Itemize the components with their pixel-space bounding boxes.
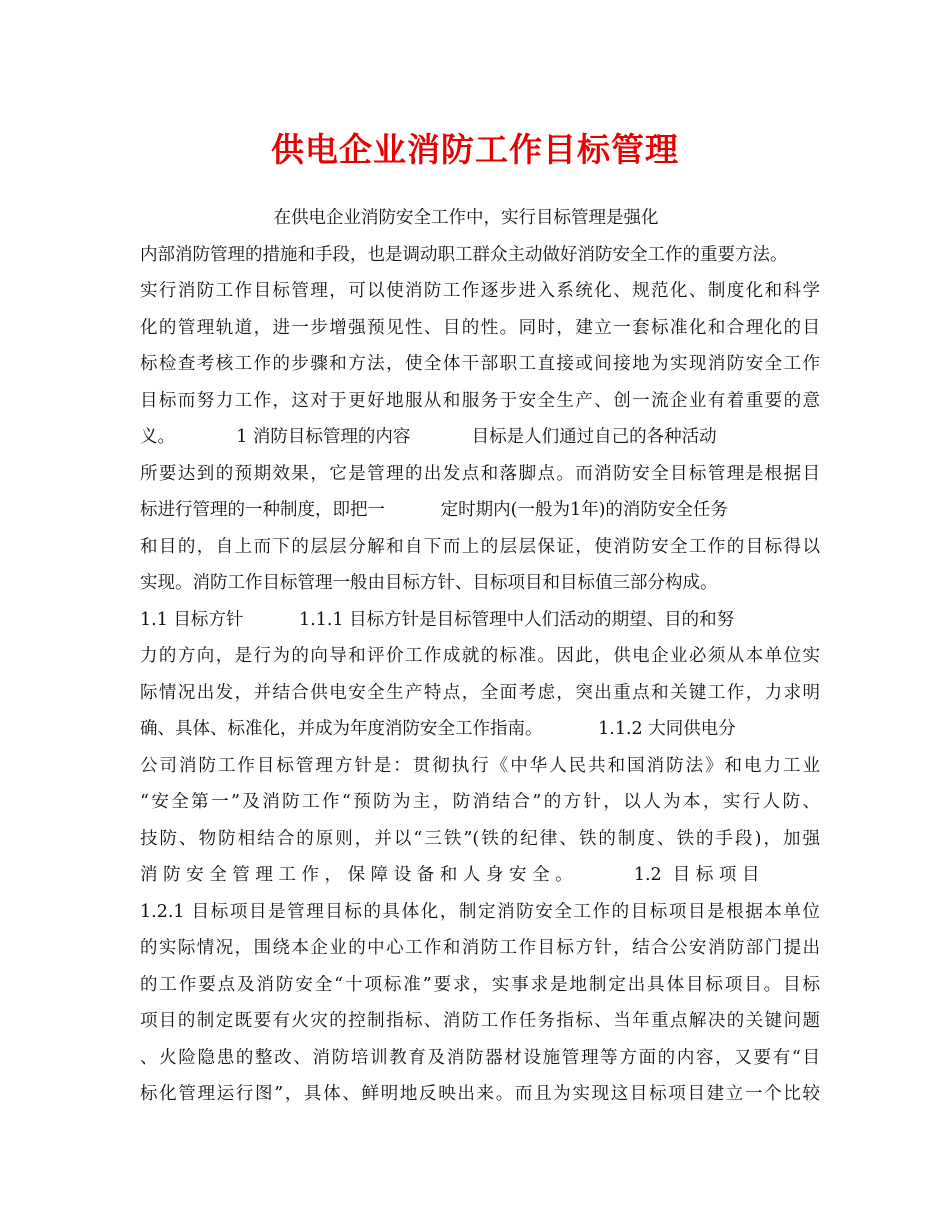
body-line: 1.1 目标方针 1.1.1 目标方针是目标管理中人们活动的期望、目的和努	[140, 609, 735, 630]
body-line: 、火险隐患的整改、消防培训教育及消防器材设施管理等方面的内容，又要有“目	[140, 1047, 820, 1068]
body-line: 际情况出发，并结合供电安全生产特点，全面考虑，突出重点和关键工作，力求明	[140, 682, 820, 703]
body-line: 和目的，自上而下的层层分解和自下而上的层层保证，使消防安全工作的目标得以	[140, 536, 820, 557]
body-line: 内部消防管理的措施和手段，也是调动职工群众主动做好消防安全工作的重要方法。	[140, 244, 788, 265]
body-line: “安全第一”及消防工作“预防为主，防消结合”的方针，以人为本，实行人防、	[140, 792, 820, 812]
body-line: 在供电企业消防安全工作中，实行目标管理是强化	[140, 208, 659, 228]
body-line: 所要达到的预期效果，它是管理的出发点和落脚点。而消防安全目标管理是根据目	[140, 463, 820, 484]
document-title: 供电企业消防工作目标管理	[271, 130, 679, 169]
document-body	[140, 200, 820, 1113]
body-line: 技防、物防相结合的原则，并以“三铁”(铁的纪律、铁的制度、铁的手段)，加强	[140, 828, 820, 849]
body-line: 的实际情况，围绕本企业的中心工作和消防工作目标方针，结合公安消防部门提出	[140, 938, 820, 958]
body-line: 确、具体、标准化，并成为年度消防安全工作指南。 1.1.2 大同供电分	[140, 719, 736, 739]
body-line: 实行消防工作目标管理，可以使消防工作逐步进入系统化、规范化、制度化和科学	[140, 281, 820, 301]
body-line: 标进行管理的一种制度，即把一 定时期内(一般为1年)的消防安全任务	[140, 500, 728, 520]
body-line: 标化管理运行图”，具体、鲜明地反映出来。而且为实现这目标项目建立一个比较	[140, 1084, 820, 1104]
body-line: 项目的制定既要有火灾的控制指标、消防工作任务指标、当年重点解决的关键问题	[140, 1011, 820, 1031]
body-line: 消 防 安 全 管 理 工 作 ， 保 障 设 备 和 人 身 安 全 。 1.2 目 标 项 目	[140, 865, 760, 885]
body-line: 的工作要点及消防安全“十项标准”要求，实事求是地制定出具体目标项目。目标	[140, 974, 820, 995]
body-line: 目标而努力工作，这对于更好地服从和服务于安全生产、创一流企业有着重要的意	[140, 390, 820, 411]
body-line: 实现。消防工作目标管理一般由目标方针、目标项目和目标值三部分构成。	[140, 573, 718, 593]
body-line: 义。 1 消防目标管理的内容 目标是人们通过自己的各种活动	[140, 427, 717, 447]
body-line: 公司消防工作目标管理方针是：贯彻执行《中华人民共和国消防法》和电力工业	[140, 755, 820, 776]
body-line: 化的管理轨道，进一步增强预见性、目的性。同时，建立一套标准化和合理化的目	[140, 317, 820, 338]
body-line: 标检查考核工作的步骤和方法，使全体干部职工直接或间接地为实现消防安全工作	[140, 354, 820, 374]
body-line: 1.2.1 目标项目是管理目标的具体化，制定消防安全工作的目标项目是根据本单位	[140, 901, 820, 922]
body-line: 力的方向，是行为的向导和评价工作成就的标准。因此，供电企业必须从本单位实	[140, 646, 820, 666]
